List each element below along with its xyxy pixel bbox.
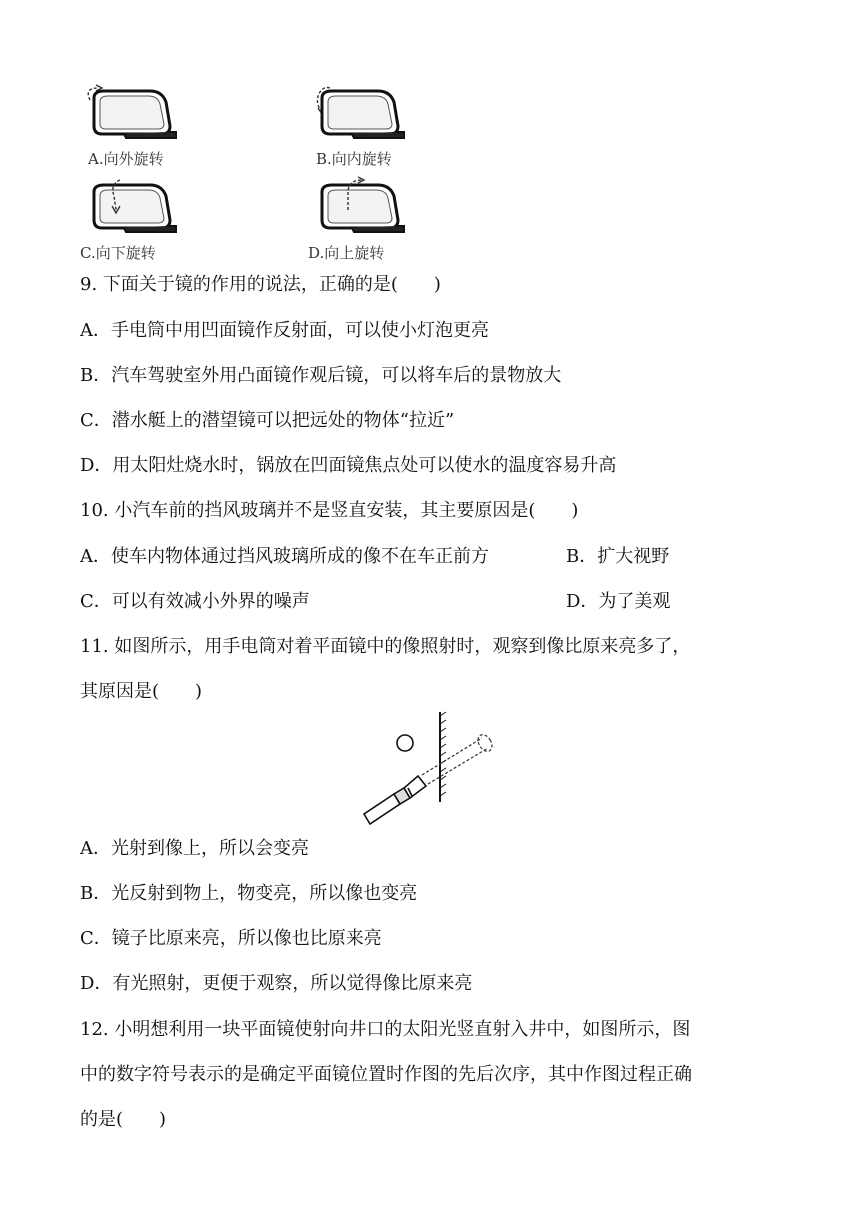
mirror-rotate-inward-icon	[308, 82, 408, 140]
q12-stem-line2: 中的数字符号表示的是确定平面镜位置时作图的先后次序，其中作图过程正确	[80, 1064, 692, 1085]
q9-option-d: D．用太阳灶烧水时，锅放在凹面镜焦点处可以使水的温度容易升高	[80, 455, 617, 476]
q11-option-b: B．光反射到物上，物变亮，所以像也变亮	[80, 883, 418, 904]
q11-option-c: C．镜子比原来亮，所以像也比原来亮	[80, 928, 382, 949]
q9-option-a: A．手电筒中用凹面镜作反射面，可以使小灯泡更亮	[80, 320, 489, 341]
q10-option-a: A．使车内物体通过挡风玻璃所成的像不在车正前方	[80, 546, 489, 567]
mirror-rotate-outward-icon	[80, 82, 180, 140]
flashlight-mirror-figure	[360, 708, 500, 828]
option-c-caption: C.向下旋转	[80, 244, 156, 262]
q11-option-a: A．光射到像上，所以会变亮	[80, 838, 309, 859]
q10-stem: 10. 小汽车前的挡风玻璃并不是竖直安装，其主要原因是( )	[80, 500, 579, 521]
q10-option-b: B．扩大视野	[566, 546, 670, 567]
option-a-caption: A.向外旋转	[88, 150, 164, 168]
flashlight	[364, 776, 426, 824]
q12-stem-line1: 12. 小明想利用一块平面镜使射向井口的太阳光竖直射入井中，如图所示，图	[80, 1019, 691, 1040]
q11-stem-line2: 其原因是( )	[80, 681, 203, 702]
option-b-caption: B.向内旋转	[316, 150, 392, 168]
option-d-caption: D.向上旋转	[308, 244, 385, 262]
q9-option-c: C．潜水艇上的潜望镜可以把远处的物体“拉近”	[80, 410, 455, 431]
mirror-rotate-down-icon	[80, 176, 180, 234]
q12-stem-line3: 的是( )	[80, 1109, 167, 1130]
q11-option-d: D．有光照射，更便于观察，所以觉得像比原来亮	[80, 973, 473, 994]
q11-stem-line1: 11. 如图所示，用手电筒对着平面镜中的像照射时，观察到像比原来亮多了，	[80, 636, 691, 657]
q10-option-c: C．可以有效减小外界的噪声	[80, 591, 310, 612]
mirror-rotate-up-icon	[308, 176, 408, 234]
q9-option-b: B．汽车驾驶室外用凸面镜作观后镜，可以将车后的景物放大	[80, 365, 562, 386]
object-circle	[397, 735, 413, 751]
q10-option-d: D．为了美观	[566, 591, 671, 612]
q9-stem: 9. 下面关于镜的作用的说法，正确的是( )	[80, 274, 441, 295]
